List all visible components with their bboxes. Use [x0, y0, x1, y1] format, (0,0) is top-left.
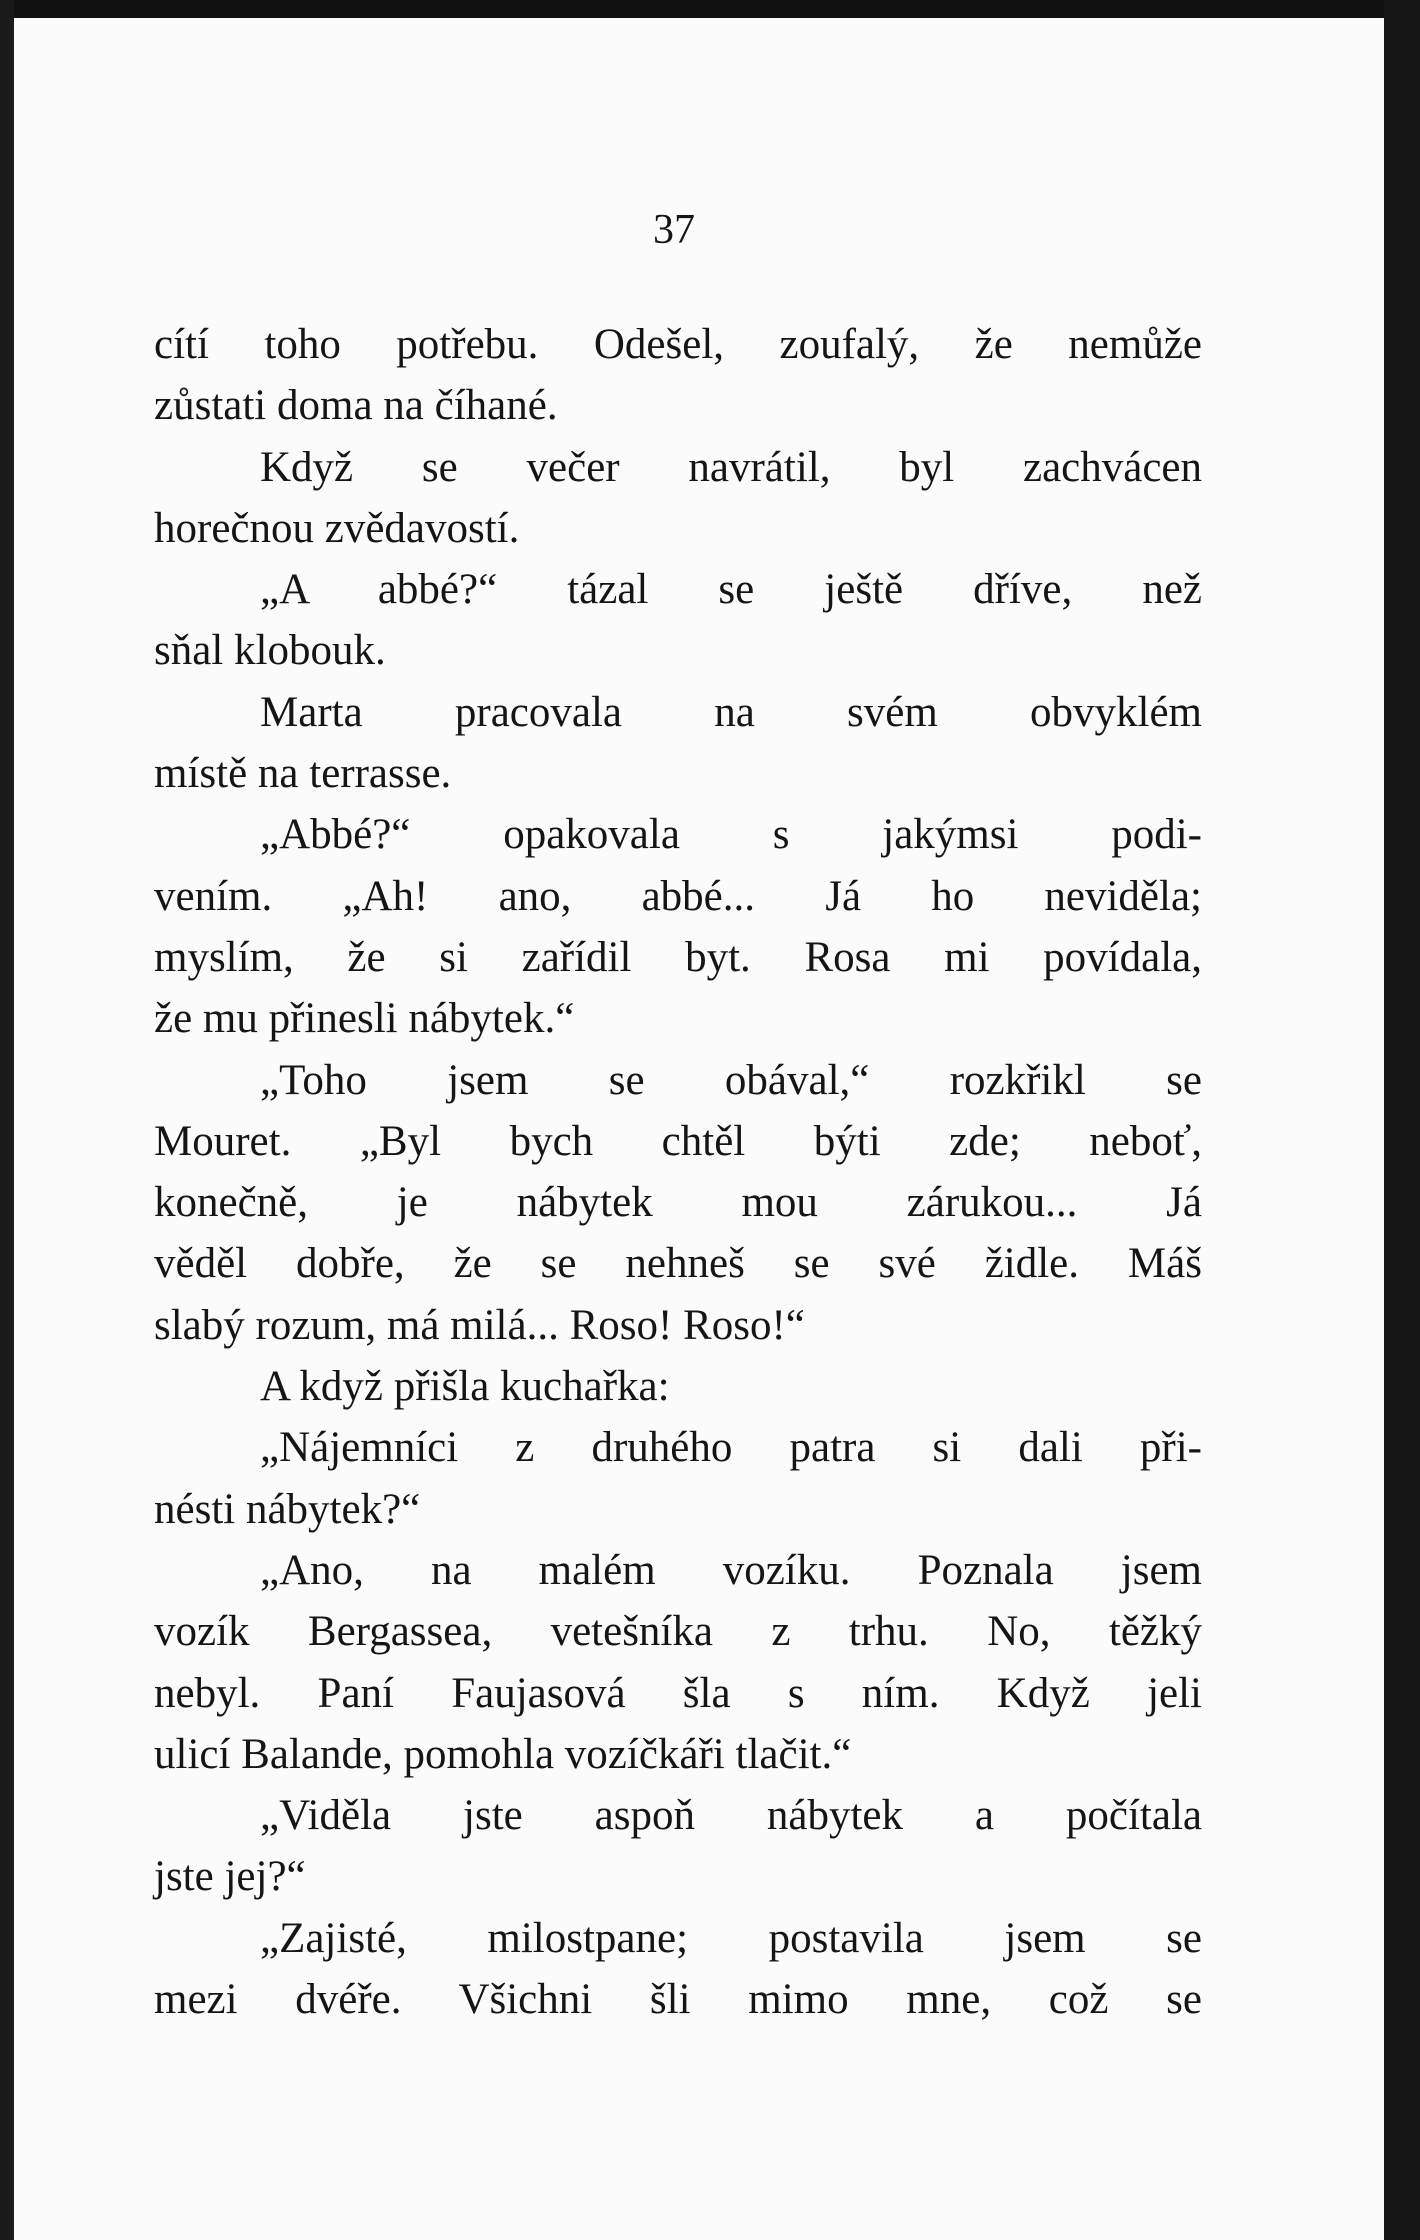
text-line: A když přišla kuchařka: [260, 1363, 670, 1411]
text-line: „Abbé?“ opakovala s jakýmsi podi- [260, 811, 1202, 859]
book-page [14, 18, 1384, 2240]
text-line: „Ano, na malém vozíku. Poznala jsem [260, 1546, 1202, 1594]
text-line: sňal klobouk. [154, 627, 386, 675]
text-line: cítí toho potřebu. Odešel, zoufalý, že nemůže [154, 321, 1202, 368]
text-line: Mouret. „Byl bych chtěl býti zde; neboť, [154, 1117, 1202, 1165]
text-line: Marta pracovala na svém obvyklém [260, 688, 1202, 736]
text-line: věděl dobře, že se nehneš se své židle. Máš [154, 1240, 1202, 1288]
page-number: 37 [653, 207, 695, 253]
text-line: místě na terrasse. [154, 750, 452, 798]
body-text [154, 314, 1202, 2030]
scan-border-top [0, 0, 1420, 18]
text-line: „Toho jsem se obával,“ rozkřikl se [260, 1056, 1202, 1104]
text-line: „Viděla jste aspoň nábytek a počítala [260, 1792, 1202, 1840]
text-line: nebyl. Paní Faujasová šla s ním. Když jeli [154, 1669, 1202, 1717]
text-line: horečnou zvědavostí. [154, 504, 520, 552]
text-line: že mu přinesli nábytek.“ [154, 995, 575, 1043]
text-line: vením. „Ah! ano, abbé... Já ho neviděla; [154, 872, 1202, 920]
text-line: jste jej?“ [154, 1853, 306, 1901]
text-line: konečně, je nábytek mou zárukou... Já [154, 1179, 1202, 1227]
text-line: slabý rozum, má milá... Roso! Roso!“ [154, 1301, 805, 1349]
text-line: myslím, že si zařídil byt. Rosa mi povídala, [154, 933, 1202, 981]
text-line: mezi dvéře. Všichni šli mimo mne, což se [154, 1976, 1202, 2024]
scan-border-left [0, 0, 14, 2240]
text-line: „A abbé?“ tázal se ještě dříve, než [260, 566, 1202, 614]
text-line: „Nájemníci z druhého patra si dali při- [260, 1424, 1202, 1472]
text-line: ulicí Balande, pomohla vozíčkáři tlačit.“ [154, 1730, 852, 1778]
text-line: zůstati doma na číhané. [154, 382, 558, 430]
text-line: nésti nábytek?“ [154, 1485, 421, 1533]
scan-border-right [1384, 0, 1420, 2240]
text-line: Když se večer navrátil, byl zachvácen [260, 443, 1202, 491]
text-line: „Zajisté, milostpane; postavila jsem se [260, 1914, 1202, 1962]
text-line: vozík Bergassea, vetešníka z trhu. No, těžký [154, 1608, 1202, 1656]
